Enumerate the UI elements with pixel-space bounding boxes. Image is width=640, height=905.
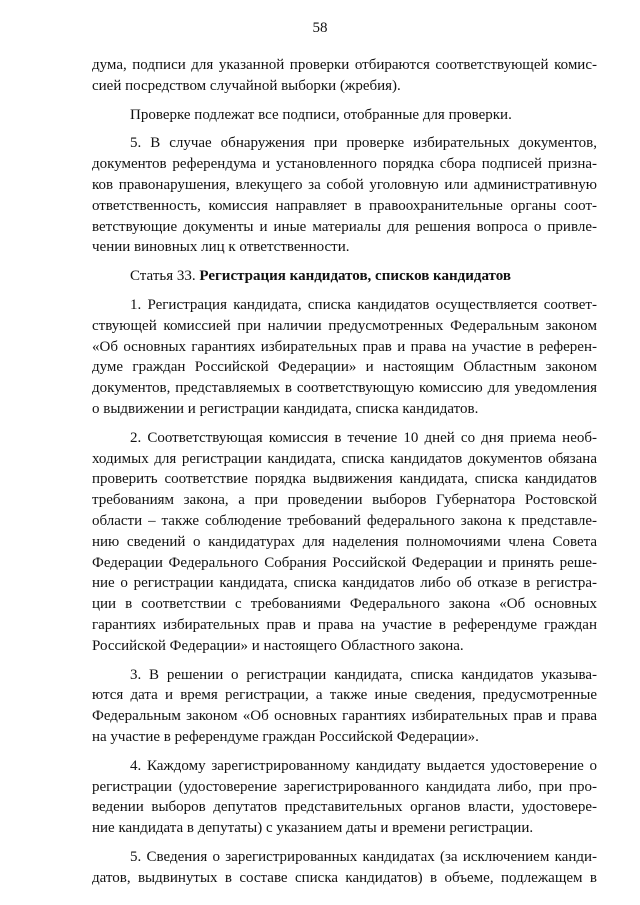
paragraph-line: проверить соответствие порядка выдвижения кандидата, списка кандидатов (92, 471, 597, 488)
paragraph-line: документов референдума и установленного порядка сбора подписей призна- (92, 156, 597, 173)
paragraph-line: ответственность, комиссия направляет в правоохранительные органы соот- (92, 197, 597, 214)
paragraph-line: гарантиях избирательных прав и права на участие в референдуме граждан (92, 616, 597, 633)
paragraph (92, 295, 597, 420)
paragraph-line: думе граждан Российской Федерации» и настоящим Областным законом (92, 359, 597, 376)
paragraph-line: датов, выдвинутых в составе списка кандидатов) в объеме, подлежащем в (92, 869, 597, 886)
paragraph-line: сией посредством случайной выборки (жребия). (92, 77, 401, 94)
paragraph (92, 756, 597, 839)
paragraph-line: ции в соответствии с требованиями Федерального закона «Об основных (92, 596, 597, 613)
paragraph-line: 4. Каждому зарегистрированному кандидату выдается удостоверение о (130, 757, 597, 774)
paragraph-line: 5. Сведения о зарегистрированных кандидатах (за исключением канди- (130, 848, 597, 865)
document-body (92, 55, 597, 896)
paragraph-line: «Об основных гарантиях избирательных прав и права на участие в референ- (92, 338, 597, 355)
paragraph-line: ствующей комиссией при наличии предусмотренных Федеральным законом (92, 317, 597, 334)
paragraph-line: ков правонарушения, влекущего за собой уголовную или административную (92, 176, 597, 193)
paragraph-line: ние кандидата в депутаты) с указанием даты и времени регистрации. (92, 820, 534, 837)
paragraph-line: Федерации Федерального Собрания Российской Федерации и принять реше- (92, 554, 597, 571)
paragraph-line: документов, представляемых в соответствующую комиссию для уведомления (92, 380, 597, 397)
paragraph (92, 133, 597, 258)
paragraph-line: дума, подписи для указанной проверки отбираются соответствующей комис- (92, 57, 597, 73)
paragraph (92, 55, 597, 97)
article-section (92, 295, 597, 889)
paragraph-line: Федеральным законом «Об основных гарантиях избирательных прав и права (92, 708, 597, 725)
paragraph-line: ходимых для регистрации кандидата, списка кандидатов документов обязана (92, 450, 597, 467)
paragraph-line: Российской Федерации» и настоящего Областного закона. (92, 637, 464, 654)
paragraph-line: ведении выборов депутатов представительных органов власти, удостовере- (92, 799, 597, 816)
paragraph-line: требованиям закона, а при проведении выборов Губернатора Ростовской (92, 492, 597, 509)
paragraph (92, 847, 597, 889)
paragraph-line: ются дата и время регистрации, а также иные сведения, предусмотренные (92, 687, 597, 704)
paragraph-line: регистрации (удостоверение зарегистрированного кандидата либо, при про- (92, 778, 597, 795)
paragraph (92, 665, 597, 748)
article-heading (92, 266, 597, 287)
paragraph-line: 3. В решении о регистрации кандидата, списка кандидатов указыва- (130, 666, 597, 683)
paragraph-line: 1. Регистрация кандидата, списка кандидатов осуществляется соответ- (130, 296, 597, 313)
paragraph-line: ветствующие документы и иные материалы для решения вопроса о привле- (92, 218, 597, 235)
paragraph (92, 105, 597, 126)
paragraph-line: нию сведений о кандидатурах для наделения полномочиями члена Совета (92, 533, 597, 550)
paragraph-line: 2. Соответствующая комиссия в течение 10 дней со дня приема необ- (130, 429, 597, 446)
intro-section (92, 55, 597, 258)
paragraph-line: Проверке подлежат все подписи, отобранные для проверки. (130, 106, 512, 123)
paragraph-line: 5. В случае обнаружения при проверке избирательных документов, (130, 135, 597, 152)
page-number: 58 (312, 20, 328, 36)
paragraph-line: о выдвижении и регистрации кандидата, списка кандидатов. (92, 400, 479, 417)
article-title: Регистрация кандидатов, списков кандидатов (199, 268, 511, 285)
paragraph-line: области – также соблюдение требований федерального закона к представле- (92, 512, 597, 529)
paragraph-line: ние о регистрации кандидата, списка кандидатов либо об отказе в регистра- (92, 575, 597, 592)
paragraph (92, 428, 597, 657)
paragraph-line: на участие в референдуме граждан Российской Федерации». (92, 728, 479, 745)
paragraph-line: чении виновных лиц к ответственности. (92, 239, 350, 256)
article-prefix: Статья 33. (130, 268, 200, 285)
